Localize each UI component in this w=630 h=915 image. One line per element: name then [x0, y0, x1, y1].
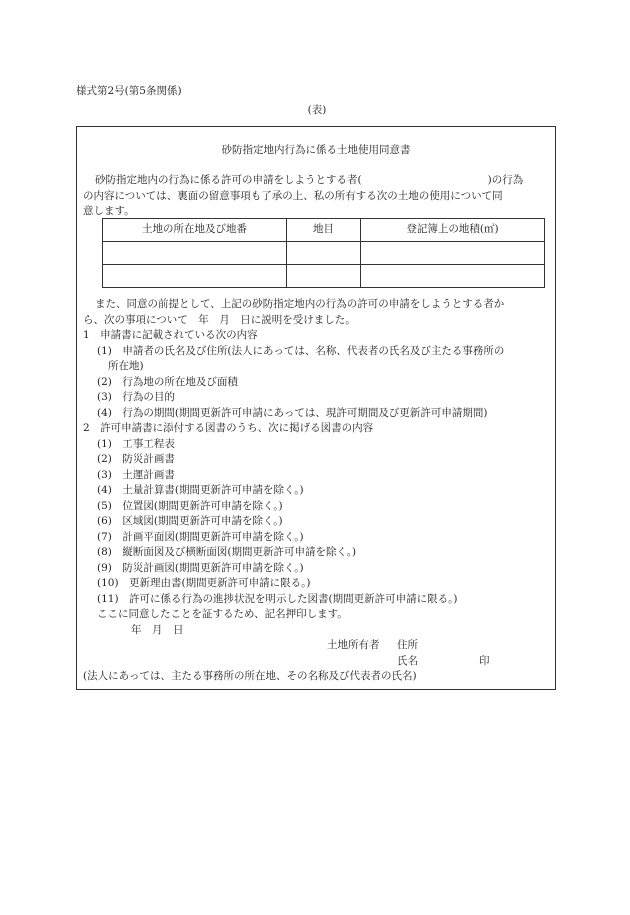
registered-area-cell[interactable] [361, 265, 545, 288]
address-label: 住所 [397, 639, 418, 651]
header-location: 土地の所在地及び地番 [103, 219, 287, 242]
section2-item: (6) 区域図(期間更新許可申請を除く。) [97, 515, 283, 527]
header-land-category: 地目 [287, 219, 361, 242]
header-registered-area: 登記簿上の地積(㎡) [361, 219, 545, 242]
location-cell[interactable] [103, 242, 287, 265]
date-line: 年 月 日 [131, 623, 184, 636]
side-label: (表) [307, 104, 327, 116]
section1-item: (3) 行為の目的 [97, 391, 175, 403]
section2-item: (11) 許可に係る行為の進捗状況を明示した図書(期間更新許可申請に限る。) [97, 592, 458, 605]
consent-form-frame [76, 126, 556, 690]
section2-item: (10) 更新理由書(期間更新許可申請に限る。) [97, 577, 311, 589]
intro-line: 砂防指定地内の行為に係る許可の申請をしようとする者( )の行為 [95, 174, 524, 186]
table-header-row [103, 219, 545, 242]
footnote: (法人にあっては、主たる事務所の所在地、その名称及び代表者の氏名) [83, 670, 417, 682]
section2-heading: 2 許可申請書に添付する図書のうち、次に掲げる図書の内容 [83, 422, 374, 434]
section1-item-continued: 所在地) [108, 360, 144, 372]
section1-item: (4) 行為の期間(期間更新許可申請にあっては、現許可期間及び更新許可申請期間) [97, 406, 488, 419]
land-table [102, 218, 545, 288]
land-category-cell[interactable] [287, 265, 361, 288]
section1-item: (2) 行為地の所在地及び面積 [97, 375, 238, 388]
section2-item: (5) 位置図(期間更新許可申請を除く。) [97, 499, 283, 512]
section1-heading: 1 申請書に記載されている次の内容 [83, 329, 258, 341]
owner-label: 土地所有者 [327, 639, 380, 651]
section2-item: (3) 土運計画書 [97, 468, 175, 481]
section2-item: (4) 土量計算書(期間更新許可申請を除く。) [97, 484, 304, 496]
form-title: 砂防指定地内行為に係る土地使用同意書 [221, 144, 411, 156]
intro-line: の内容については、裏面の留意事項も了承の上、私の所有する次の土地の使用について同 [83, 189, 503, 202]
seal-label: 印 [479, 654, 490, 667]
land-category-cell[interactable] [287, 242, 361, 265]
location-cell[interactable] [103, 265, 287, 288]
intro-line: 意します。 [83, 205, 135, 217]
section1-item: (1) 申請者の氏名及び住所(法人にあっては、名称、代表者の氏名及び主たる事務所の [97, 344, 505, 357]
section2-item: (1) 工事工程表 [97, 437, 175, 450]
section2-item: (8) 縦断面図及び横断面図(期間更新許可申請を除く。) [97, 546, 357, 558]
table-row [103, 265, 545, 288]
form-number: 様式第2号(第5条関係) [76, 85, 182, 97]
consent-line: ら、次の事項について 年 月 日に説明を受けました。 [83, 313, 356, 326]
name-label: 氏名 [397, 654, 418, 667]
table-row [103, 242, 545, 265]
section2-item: (9) 防災計画図(期間更新許可申請を除く。) [97, 561, 304, 574]
section2-item: (2) 防災計画書 [97, 453, 175, 465]
consent-line: また、同意の前提として、上記の砂防指定地内の行為の許可の申請をしようとする者か [95, 298, 505, 310]
certification-statement: ここに同意したことを証するため、記名押印します。 [97, 608, 348, 620]
registered-area-cell[interactable] [361, 242, 545, 265]
section2-item: (7) 計画平面図(期間更新許可申請を除く。) [97, 530, 304, 543]
